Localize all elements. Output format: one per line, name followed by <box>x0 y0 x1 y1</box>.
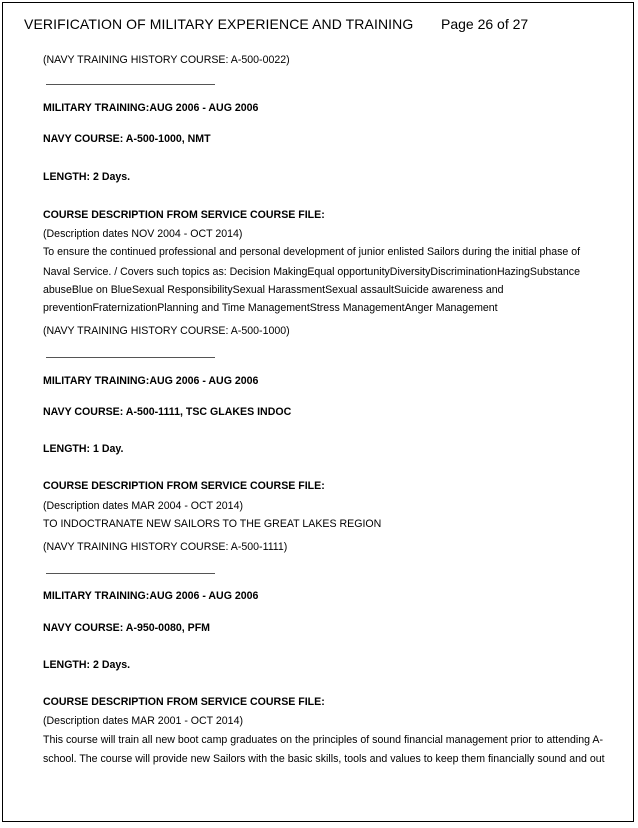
course-history-reference: (NAVY TRAINING HISTORY COURSE: A-500-0022) <box>43 54 290 66</box>
course-length: LENGTH: 2 Days. <box>43 659 131 671</box>
description-text: Naval Service. / Covers such topics as: Decision MakingEqual opportunityDiversityDiscriminationHazingSubstance <box>43 266 580 278</box>
description-dates: (Description dates MAR 2004 - OCT 2014) <box>43 500 243 512</box>
course-description-heading: COURSE DESCRIPTION FROM SERVICE COURSE FILE: <box>43 209 325 221</box>
navy-course-title: NAVY COURSE: A-950-0080, PFM <box>43 622 210 634</box>
page-header-title: VERIFICATION OF MILITARY EXPERIENCE AND TRAINING <box>24 16 414 32</box>
military-training-dates: MILITARY TRAINING:AUG 2006 - AUG 2006 <box>43 102 259 114</box>
course-length: LENGTH: 1 Day. <box>43 443 124 455</box>
page-number: Page 26 of 27 <box>441 16 529 32</box>
description-text: school. The course will provide new Sailors with the basic skills, tools and values to keep them financially sound and out <box>43 753 605 765</box>
military-training-dates: MILITARY TRAINING:AUG 2006 - AUG 2006 <box>43 375 259 387</box>
description-text: preventionFraternizationPlanning and Time ManagementStress ManagementAnger Management <box>43 302 498 314</box>
description-dates: (Description dates NOV 2004 - OCT 2014) <box>43 228 243 240</box>
description-text: This course will train all new boot camp graduates on the principles of sound financial management prior to attending A- <box>43 734 604 746</box>
military-training-dates: MILITARY TRAINING:AUG 2006 - AUG 2006 <box>43 590 259 602</box>
description-dates: (Description dates MAR 2001 - OCT 2014) <box>43 715 243 727</box>
description-text: TO INDOCTRANATE NEW SAILORS TO THE GREAT LAKES REGION <box>43 518 382 530</box>
navy-course-title: NAVY COURSE: A-500-1111, TSC GLAKES INDOC <box>43 406 292 418</box>
navy-course-title: NAVY COURSE: A-500-1000, NMT <box>43 133 211 145</box>
description-text: To ensure the continued professional and personal development of junior enlisted Sailors during the initial phase of <box>43 246 581 258</box>
course-description-heading: COURSE DESCRIPTION FROM SERVICE COURSE FILE: <box>43 696 325 708</box>
description-text: abuseBlue on BlueSexual ResponsibilitySexual HarassmentSexual assaultSuicide awareness and <box>43 284 504 296</box>
section-divider <box>46 357 215 358</box>
course-history-reference: (NAVY TRAINING HISTORY COURSE: A-500-1000) <box>43 325 290 337</box>
section-divider <box>46 573 215 574</box>
course-history-reference: (NAVY TRAINING HISTORY COURSE: A-500-1111) <box>43 541 288 553</box>
document-page <box>2 2 634 822</box>
course-description-heading: COURSE DESCRIPTION FROM SERVICE COURSE FILE: <box>43 480 325 492</box>
section-divider <box>46 84 215 85</box>
course-length: LENGTH: 2 Days. <box>43 171 131 183</box>
